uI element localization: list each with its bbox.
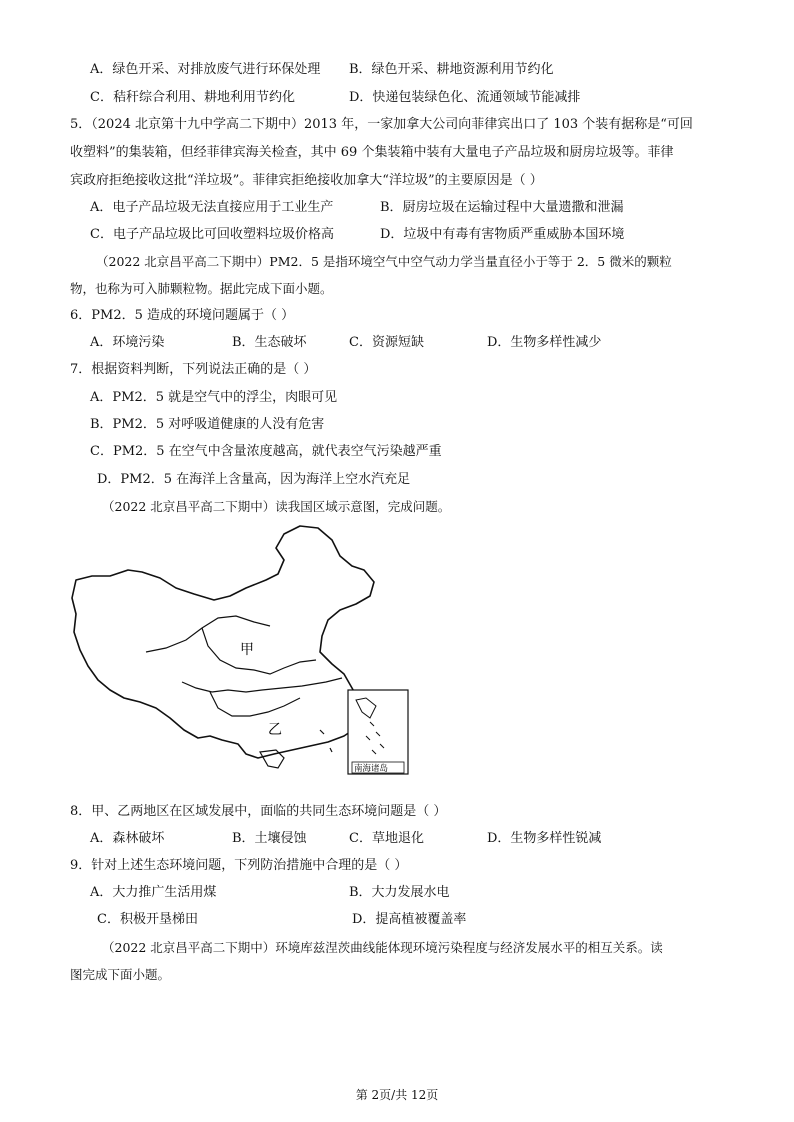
region-boundaries — [146, 616, 342, 716]
q9-option-d: D．提高植被覆盖率 — [352, 912, 467, 927]
q6-option-a: A．环境污染 — [90, 335, 165, 350]
q6-option-c: C．资源短缺 — [349, 335, 424, 350]
pm-intro-line1: （2022 北京昌平高二下期中）PM2．5 是指环境空气中空气动力学当量直径小于等于 2．5 微米的颗粒 — [96, 254, 672, 269]
q9-stem: 9．针对上述生态环境问题，下列防治措施中合理的是（ ） — [70, 858, 408, 873]
q7-stem: 7．根据资料判断，下列说法正确的是（ ） — [70, 362, 317, 377]
china-region-map — [70, 522, 415, 777]
q4-option-b: B．绿色开采、耕地资源利用节约化 — [349, 62, 554, 77]
q8-option-c: C．草地退化 — [349, 831, 424, 846]
q8-stem: 8．甲、乙两地区在区域发展中，面临的共同生态环境问题是（ ） — [70, 804, 447, 819]
pm-intro-line2: 物，也称为可入肺颗粒物。据此完成下面小题。 — [70, 281, 333, 296]
q7-option-a: A．PM2．5 就是空气中的浮尘，肉眼可见 — [90, 390, 338, 405]
q8-option-b: B．土壤侵蚀 — [232, 831, 307, 846]
kuznets-intro-line1: （2022 北京昌平高二下期中）环境库兹涅茨曲线能体现环境污染程度与经济发展水平的相互关系。读 — [102, 940, 663, 955]
q9-option-c: C．积极开垦梯田 — [97, 912, 198, 927]
q5-stem-line3: 宾政府拒绝接收这批“洋垃圾”。菲律宾拒绝接收加拿大“洋垃圾”的主要原因是（ ） — [70, 173, 543, 188]
q6-stem: 6．PM2．5 造成的环境问题属于（ ） — [70, 308, 295, 323]
q7-option-c: C．PM2．5 在空气中含量浓度越高，就代表空气污染越严重 — [90, 444, 442, 459]
q5-option-b: B．厨房垃圾在运输过程中大量遗撒和泄漏 — [380, 200, 624, 215]
kuznets-intro-line2: 图完成下面小题。 — [70, 967, 171, 982]
page-number: 第 2页/共 12页 — [355, 1088, 439, 1102]
q8-option-d: D．生物多样性锐减 — [487, 831, 602, 846]
china-outline — [72, 526, 374, 758]
q5-stem-line2: 收塑料”的集装箱，但经菲律宾海关检查，其中 69 个集装箱中装有大量电子产品垃圾和厨房垃圾等。菲律 — [70, 145, 674, 160]
q7-option-d: D．PM2．5 在海洋上含量高，因为海洋上空水汽充足 — [97, 472, 411, 487]
q7-option-b: B．PM2．5 对呼吸道健康的人没有危害 — [90, 417, 325, 432]
q9-option-a: A．大力推广生活用煤 — [90, 885, 217, 900]
label-jia: 甲 — [240, 643, 254, 658]
q5-option-d: D．垃圾中有毒有害物质严重威胁本国环境 — [380, 227, 625, 242]
label-yi: 乙 — [268, 723, 282, 738]
q4-option-d: D．快递包装绿色化、流通领域节能减排 — [349, 90, 581, 105]
q4-option-a: A．绿色开采、对排放废气进行环保处理 — [90, 62, 321, 77]
q6-option-d: D．生物多样性减少 — [487, 335, 602, 350]
map-intro: （2022 北京昌平高二下期中）读我国区域示意图，完成问题。 — [102, 499, 451, 514]
south-china-sea-inset — [348, 690, 408, 774]
q9-option-b: B．大力发展水电 — [349, 885, 450, 900]
q6-option-b: B．生态破坏 — [232, 335, 307, 350]
q5-stem-line1: 5．（2024 北京第十九中学高二下期中）2013 年，一家加拿大公司向菲律宾出口了 103 个装有据称是“可回 — [70, 117, 693, 132]
q5-option-c: C．电子产品垃圾比可回收塑料垃圾价格高 — [90, 227, 334, 242]
q5-option-a: A．电子产品垃圾无法直接应用于工业生产 — [90, 200, 334, 215]
q4-option-c: C．秸秆综合利用、耕地利用节约化 — [90, 90, 295, 105]
q8-option-a: A．森林破坏 — [90, 831, 165, 846]
inset-label: 南海诸岛 — [354, 764, 389, 774]
